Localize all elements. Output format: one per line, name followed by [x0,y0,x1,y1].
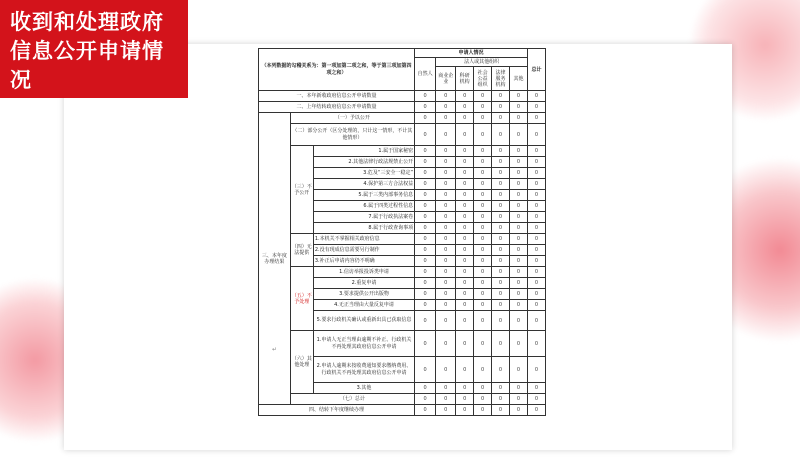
value-cell: 0 [474,91,492,102]
value-cell: 0 [492,256,510,267]
value-cell: 0 [456,300,474,311]
value-cell: 0 [527,168,545,179]
row-label: 2.没有现成信息需要另行制作 [313,245,414,256]
table-row [259,102,546,113]
row-label: 3.补正后申请内容仍不明确 [313,256,414,267]
value-cell: 0 [509,311,527,331]
row-label: （一）予以公开 [290,113,414,124]
value-cell: 0 [456,157,474,168]
value-cell: 0 [436,168,456,179]
value-cell: 0 [527,234,545,245]
group-label-other: （六）其他处理 [290,331,313,394]
value-cell: 0 [492,394,510,405]
group-label-unable: （四）无法提供 [290,234,313,267]
value-cell: 0 [456,212,474,223]
value-cell: 0 [415,278,436,289]
value-cell: 0 [436,245,456,256]
value-cell: 0 [474,201,492,212]
value-cell: 0 [456,124,474,146]
value-cell: 0 [474,394,492,405]
header-total: 总计 [527,49,545,91]
value-cell: 0 [456,201,474,212]
value-cell: 0 [436,256,456,267]
value-cell: 0 [492,405,510,416]
header-legal: 法律服务机构 [492,67,510,91]
header-research: 科研机构 [456,67,474,91]
value-cell: 0 [474,405,492,416]
value-cell: 0 [474,146,492,157]
value-cell: 0 [456,289,474,300]
value-cell: 0 [436,234,456,245]
value-cell: 0 [456,245,474,256]
value-cell: 0 [436,394,456,405]
value-cell: 0 [436,357,456,383]
value-cell: 0 [415,311,436,331]
value-cell: 0 [436,331,456,357]
value-cell: 0 [509,223,527,234]
value-cell: 0 [509,179,527,190]
value-cell: 0 [474,267,492,278]
value-cell: 0 [527,91,545,102]
value-cell: 0 [509,357,527,383]
value-cell: 0 [509,267,527,278]
value-cell: 0 [474,331,492,357]
value-cell: 0 [492,124,510,146]
header-commercial: 商业企业 [436,67,456,91]
value-cell: 0 [527,289,545,300]
value-cell: 0 [415,405,436,416]
value-cell: 0 [456,113,474,124]
value-cell: 0 [527,405,545,416]
value-cell: 0 [474,311,492,331]
value-cell: 0 [509,234,527,245]
value-cell: 0 [509,256,527,267]
row-label: 一、本年新收政府信息公开申请数量 [259,91,415,102]
value-cell: 0 [474,234,492,245]
table-row [259,394,546,405]
value-cell: 0 [415,245,436,256]
value-cell: 0 [527,102,545,113]
value-cell: 0 [456,357,474,383]
row-label: （二）部分公开（区分处理的，只计这一情形，不计其他情形） [290,124,414,146]
value-cell: 0 [492,278,510,289]
value-cell: 0 [415,91,436,102]
value-cell: 0 [509,289,527,300]
value-cell: 0 [474,102,492,113]
value-cell: 0 [415,102,436,113]
row-label: 2.重复申请 [313,278,414,289]
value-cell: 0 [415,212,436,223]
value-cell: 0 [456,331,474,357]
row-label: 7.属于行政执法案卷 [313,212,414,223]
value-cell: 0 [436,102,456,113]
value-cell: 0 [415,113,436,124]
value-cell: 0 [527,201,545,212]
value-cell: 0 [527,146,545,157]
value-cell: 0 [527,190,545,201]
value-cell: 0 [456,405,474,416]
value-cell: 0 [492,179,510,190]
value-cell: 0 [415,201,436,212]
value-cell: 0 [436,157,456,168]
value-cell: 0 [474,168,492,179]
value-cell: 0 [492,168,510,179]
value-cell: 0 [527,245,545,256]
value-cell: 0 [509,212,527,223]
row-label: 2.申请人逾期未按收费通知要求缴纳费用、行政机关不再处理其政府信息公开申请 [313,357,414,383]
value-cell: 0 [436,146,456,157]
value-cell: 0 [527,267,545,278]
value-cell: 0 [456,146,474,157]
value-cell: 0 [456,179,474,190]
value-cell: 0 [474,357,492,383]
table-row [259,91,546,102]
value-cell: 0 [492,245,510,256]
value-cell: 0 [509,157,527,168]
value-cell: 0 [415,179,436,190]
value-cell: 0 [527,223,545,234]
value-cell: 0 [456,234,474,245]
table-row [259,124,546,146]
value-cell: 0 [415,157,436,168]
row-label: 1.申请人无正当理由逾期不补正、行政机关不再处理其政府信息公开申请 [313,331,414,357]
value-cell: 0 [436,300,456,311]
value-cell: 0 [436,179,456,190]
row-label: 2.其他法律行政法规禁止公开 [313,157,414,168]
value-cell: 0 [415,300,436,311]
value-cell: 0 [527,212,545,223]
value-cell: 0 [415,124,436,146]
value-cell: 0 [456,311,474,331]
table-note: （本列数据的勾稽关系为：第一项加第二项之和，等于第三项加第四项之和） [259,49,415,91]
value-cell: 0 [509,383,527,394]
row-label: 1.信访举报投诉类申请 [313,267,414,278]
value-cell: 0 [415,394,436,405]
value-cell: 0 [436,267,456,278]
value-cell: 0 [509,245,527,256]
header-other: 其他 [509,67,527,91]
row-label: 5.要求行政机关确认或重新出具已获取信息 [313,311,414,331]
value-cell: 0 [492,357,510,383]
value-cell: 0 [474,179,492,190]
value-cell: 0 [509,394,527,405]
value-cell: 0 [474,383,492,394]
value-cell: 0 [436,289,456,300]
table-row [259,113,546,124]
value-cell: 0 [509,91,527,102]
value-cell: 0 [456,102,474,113]
value-cell: 0 [527,157,545,168]
value-cell: 0 [415,267,436,278]
value-cell: 0 [492,146,510,157]
table-row [259,234,546,245]
value-cell: 0 [509,168,527,179]
value-cell: 0 [436,113,456,124]
value-cell: 0 [436,201,456,212]
row-label: 5.属于三类内部事务信息 [313,190,414,201]
value-cell: 0 [527,394,545,405]
paragraph-mark: ↵ [272,346,278,353]
value-cell: 0 [492,157,510,168]
value-cell: 0 [456,190,474,201]
value-cell: 0 [415,146,436,157]
value-cell: 0 [492,383,510,394]
value-cell: 0 [474,157,492,168]
value-cell: 0 [456,168,474,179]
value-cell: 0 [527,179,545,190]
value-cell: 0 [456,267,474,278]
row-label: 3.其他 [313,383,414,394]
value-cell: 0 [436,91,456,102]
table-row [259,267,546,278]
section-label-results: 三、本年度办理结果 [259,113,291,405]
value-cell: 0 [456,278,474,289]
value-cell: 0 [509,190,527,201]
value-cell: 0 [492,223,510,234]
value-cell: 0 [492,267,510,278]
value-cell: 0 [474,124,492,146]
value-cell: 0 [474,300,492,311]
value-cell: 0 [492,212,510,223]
value-cell: 0 [527,331,545,357]
row-label: 1.本机关不掌握相关政府信息 [313,234,414,245]
value-cell: 0 [509,405,527,416]
value-cell: 0 [436,212,456,223]
value-cell: 0 [474,256,492,267]
row-label: 3.危及“三安全一稳定” [313,168,414,179]
value-cell: 0 [492,201,510,212]
value-cell: 0 [527,383,545,394]
value-cell: 0 [415,289,436,300]
value-cell: 0 [474,190,492,201]
row-label: 4.无正当理由大量反复申请 [313,300,414,311]
group-label-not-processed: （五）不予处理 [290,267,313,331]
value-cell: 0 [527,311,545,331]
value-cell: 0 [509,331,527,357]
value-cell: 0 [436,223,456,234]
value-cell: 0 [415,331,436,357]
disclosure-table-wrapper [258,48,546,416]
value-cell: 0 [456,256,474,267]
value-cell: 0 [527,278,545,289]
value-cell: 0 [492,190,510,201]
disclosure-table [258,48,546,416]
value-cell: 0 [509,113,527,124]
value-cell: 0 [527,256,545,267]
value-cell: 0 [415,190,436,201]
value-cell: 0 [415,383,436,394]
value-cell: 0 [436,311,456,331]
value-cell: 0 [492,113,510,124]
value-cell: 0 [492,331,510,357]
value-cell: 0 [492,289,510,300]
value-cell: 0 [492,91,510,102]
value-cell: 0 [527,300,545,311]
value-cell: 0 [436,190,456,201]
value-cell: 0 [509,102,527,113]
value-cell: 0 [492,234,510,245]
value-cell: 0 [415,256,436,267]
value-cell: 0 [492,311,510,331]
value-cell: 0 [436,278,456,289]
value-cell: 0 [456,394,474,405]
row-label: 四、结转下年度继续办理 [259,405,415,416]
row-label: 1.属于国家秘密 [313,146,414,157]
header-social: 社会公益组织 [474,67,492,91]
value-cell: 0 [509,124,527,146]
row-label-total: （七）总计 [290,394,414,405]
row-label: 8.属于行政查询事项 [313,223,414,234]
value-cell: 0 [474,289,492,300]
header-applicant: 申请人情况 [415,49,528,58]
value-cell: 0 [474,113,492,124]
value-cell: 0 [492,300,510,311]
value-cell: 0 [456,223,474,234]
row-label: 3.要求提供公开出版物 [313,289,414,300]
value-cell: 0 [509,201,527,212]
value-cell: 0 [509,278,527,289]
value-cell: 0 [474,278,492,289]
value-cell: 0 [474,212,492,223]
value-cell: 0 [527,124,545,146]
value-cell: 0 [436,405,456,416]
value-cell: 0 [415,223,436,234]
value-cell: 0 [415,168,436,179]
value-cell: 0 [527,357,545,383]
header-org: 法人或其他组织 [436,58,528,67]
group-label-not-disclosed: （三）不予公开 [290,146,313,234]
header-natural-person: 自然人 [415,58,436,91]
table-row [259,405,546,416]
slide-title: 收到和处理政府信息公开申请情况 [0,0,188,98]
row-label: 二、上年结转政府信息公开申请数量 [259,102,415,113]
row-label: 6.属于四类过程性信息 [313,201,414,212]
value-cell: 0 [492,102,510,113]
value-cell: 0 [474,245,492,256]
table-row [259,331,546,357]
value-cell: 0 [415,357,436,383]
value-cell: 0 [474,223,492,234]
value-cell: 0 [436,124,456,146]
value-cell: 0 [527,113,545,124]
value-cell: 0 [456,91,474,102]
row-label: 4.保护第三方合法权益 [313,179,414,190]
value-cell: 0 [456,383,474,394]
value-cell: 0 [509,146,527,157]
value-cell: 0 [509,300,527,311]
table-row [259,146,546,157]
value-cell: 0 [415,234,436,245]
value-cell: 0 [436,383,456,394]
